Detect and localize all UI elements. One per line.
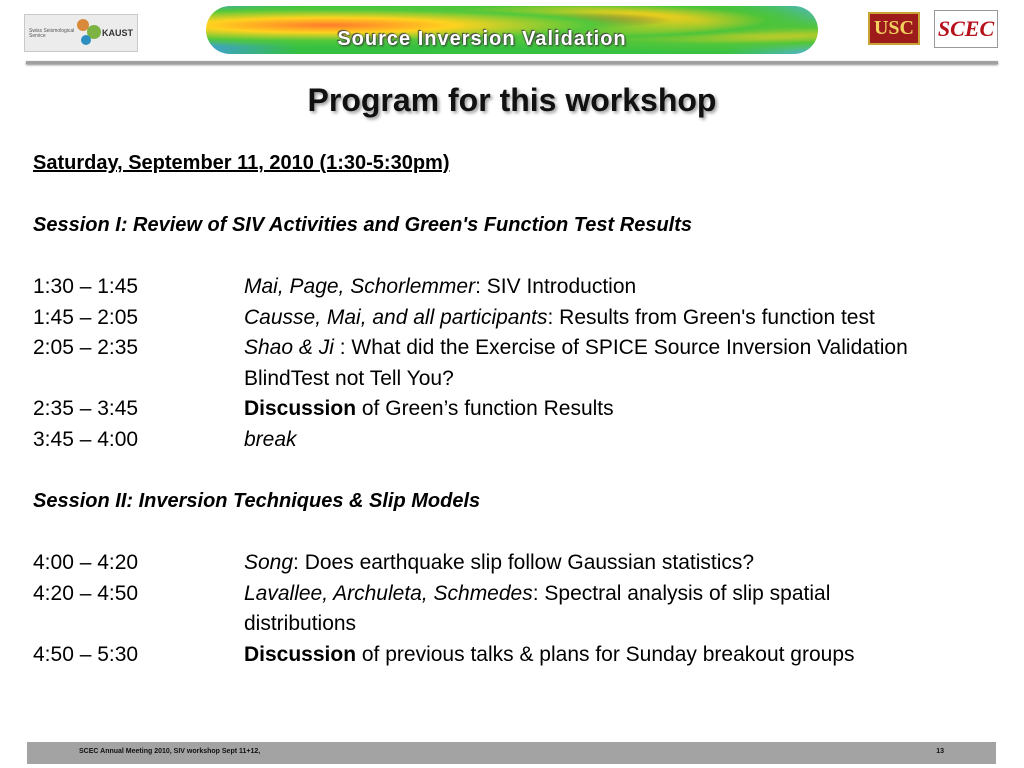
schedule-time: 2:05 – 2:35 <box>33 336 139 359</box>
schedule-row <box>33 579 993 640</box>
date-line: Saturday, September 11, 2010 (1:30-5:30pm) <box>33 152 450 174</box>
speaker-names: Lavallee, Archuleta, Schmedes <box>244 581 533 605</box>
spacer <box>33 241 993 272</box>
schedule-time: 4:20 – 4:50 <box>33 581 139 605</box>
schedule-row <box>33 272 993 303</box>
schedule-time: 4:00 – 4:20 <box>33 551 139 574</box>
schedule-description <box>244 333 993 394</box>
swiss-seismological-logo <box>24 14 138 52</box>
kaust-logo-text: KAUST <box>102 28 133 38</box>
schedule-row <box>33 548 993 579</box>
talk-title: of Green’s function Results <box>356 397 614 420</box>
logo-dot-blue <box>81 35 91 45</box>
schedule-row <box>33 640 993 671</box>
slide-title: Program for this workshop <box>307 82 717 118</box>
discussion-label: Discussion <box>244 397 357 420</box>
source-inversion-validation-banner <box>206 6 818 54</box>
schedule-time: 1:30 – 1:45 <box>33 275 139 298</box>
talk-title-continued: distributions <box>244 612 357 635</box>
schedule-time: 1:45 – 2:05 <box>33 305 139 329</box>
schedule-description <box>244 548 993 579</box>
schedule-time: 2:35 – 3:45 <box>33 397 139 420</box>
schedule-row <box>33 394 993 425</box>
banner-title: Source Inversion Validation <box>337 28 627 50</box>
speaker-names: Shao & Ji <box>244 336 334 359</box>
schedule-description <box>244 303 993 334</box>
talk-title: of previous talks & plans for Sunday breakout groups <box>356 642 855 666</box>
speaker-names: Song <box>244 551 294 574</box>
session-2-heading: Session II: Inversion Techniques & Slip Models <box>33 490 481 512</box>
program-content <box>33 148 993 670</box>
spacer <box>33 179 993 210</box>
schedule-description <box>244 272 993 303</box>
schedule-row <box>33 303 993 334</box>
left-logo-text: Swiss Seismological Service <box>29 28 75 39</box>
page-number: 13 <box>936 748 944 755</box>
schedule-row <box>33 425 993 456</box>
talk-title: : Results from Green's function test <box>547 305 875 329</box>
session-1-schedule <box>33 272 993 455</box>
spacer <box>33 455 993 486</box>
talk-title: : SIV Introduction <box>475 275 637 298</box>
schedule-description <box>244 640 993 671</box>
schedule-row <box>33 333 993 394</box>
spacer <box>33 517 993 548</box>
session-2-schedule <box>33 548 993 670</box>
schedule-time: 4:50 – 5:30 <box>33 642 139 666</box>
slide-footer <box>27 742 996 764</box>
schedule-time: 3:45 – 4:00 <box>33 427 139 451</box>
talk-title: : Spectral analysis of slip spatial <box>532 581 831 605</box>
session-1-heading: Session I: Review of SIV Activities and Green's Function Test Results <box>33 214 692 236</box>
schedule-description <box>244 394 993 425</box>
footer-text: SCEC Annual Meeting 2010, SIV workshop Sept 11+12, <box>79 748 261 755</box>
speaker-names: Causse, Mai, and all participants <box>244 305 548 329</box>
scec-logo: SCEC <box>934 10 998 48</box>
talk-title: : What did the Exercise of SPICE Source Inversion Validation <box>333 336 908 359</box>
speaker-names: Mai, Page, Schorlemmer <box>244 275 476 298</box>
talk-title: : Does earthquake slip follow Gaussian statistics? <box>293 551 755 574</box>
schedule-description <box>244 425 993 456</box>
schedule-description <box>244 579 993 640</box>
talk-title-continued: BlindTest not Tell You? <box>244 366 454 390</box>
discussion-label: Discussion <box>244 642 357 666</box>
speaker-names: break <box>244 427 297 451</box>
header-divider <box>26 61 998 64</box>
usc-logo: USC <box>868 12 920 45</box>
